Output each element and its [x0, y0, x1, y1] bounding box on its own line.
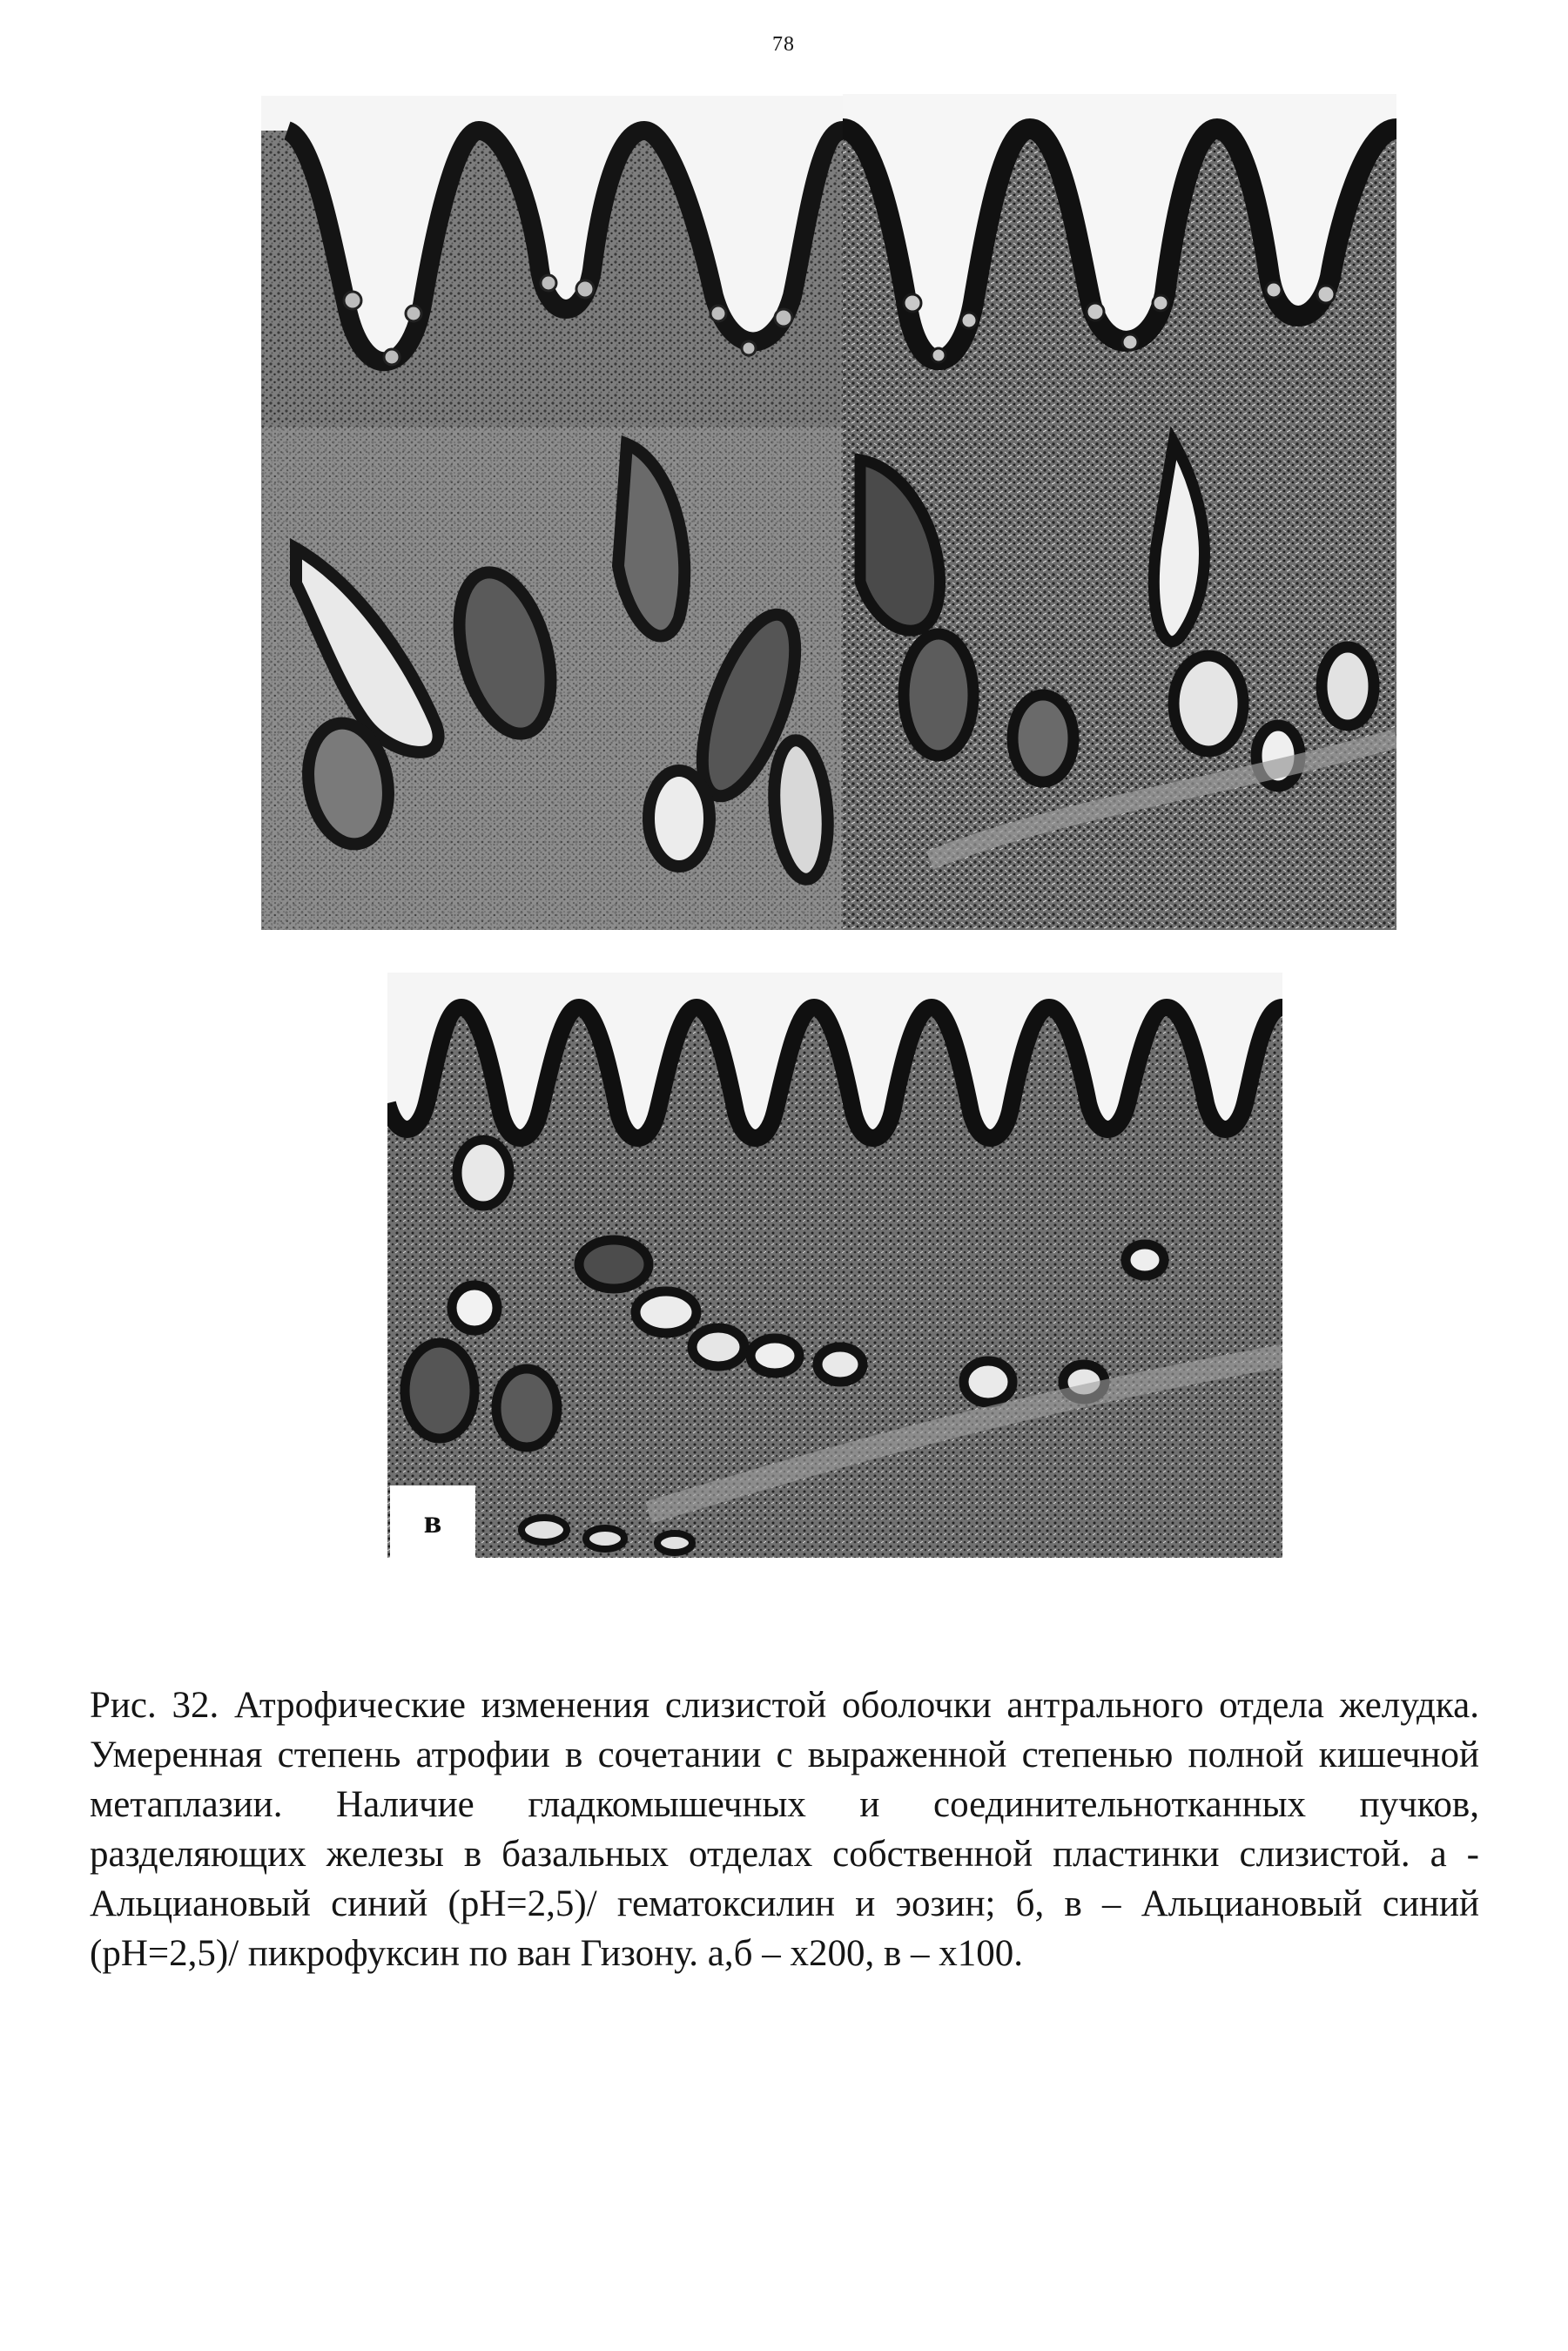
micrograph-panel-b	[843, 94, 1396, 930]
panel-label-v: в	[390, 1485, 475, 1559]
micrograph-a-image	[261, 96, 843, 930]
micrograph-b-image	[843, 94, 1396, 930]
micrograph-panel-a	[261, 96, 843, 930]
micrograph-v-image	[387, 973, 1282, 1558]
page-number: 78	[772, 33, 795, 56]
figure-caption	[90, 1681, 1479, 1978]
micrograph-panel-v	[387, 973, 1282, 1558]
figure-caption-text: Рис. 32. Атрофические изменения слизистой оболочки антрального отдела желудка. Умеренная степень атрофии в сочетании с выраженной степенью полной кишечной метаплазии. Наличие гладкомышечных и соединительнотканных пучков, разделяющих железы в базальных отделах собственной пластинки слизистой. а - Альциановый синий (рН=2,5)/ гематоксилин и эозин; б, в – Альциановый синий (рН=2,5)/ пикрофуксин по ван Гизону. а,б – х200, в – х100.	[90, 1685, 1479, 1974]
